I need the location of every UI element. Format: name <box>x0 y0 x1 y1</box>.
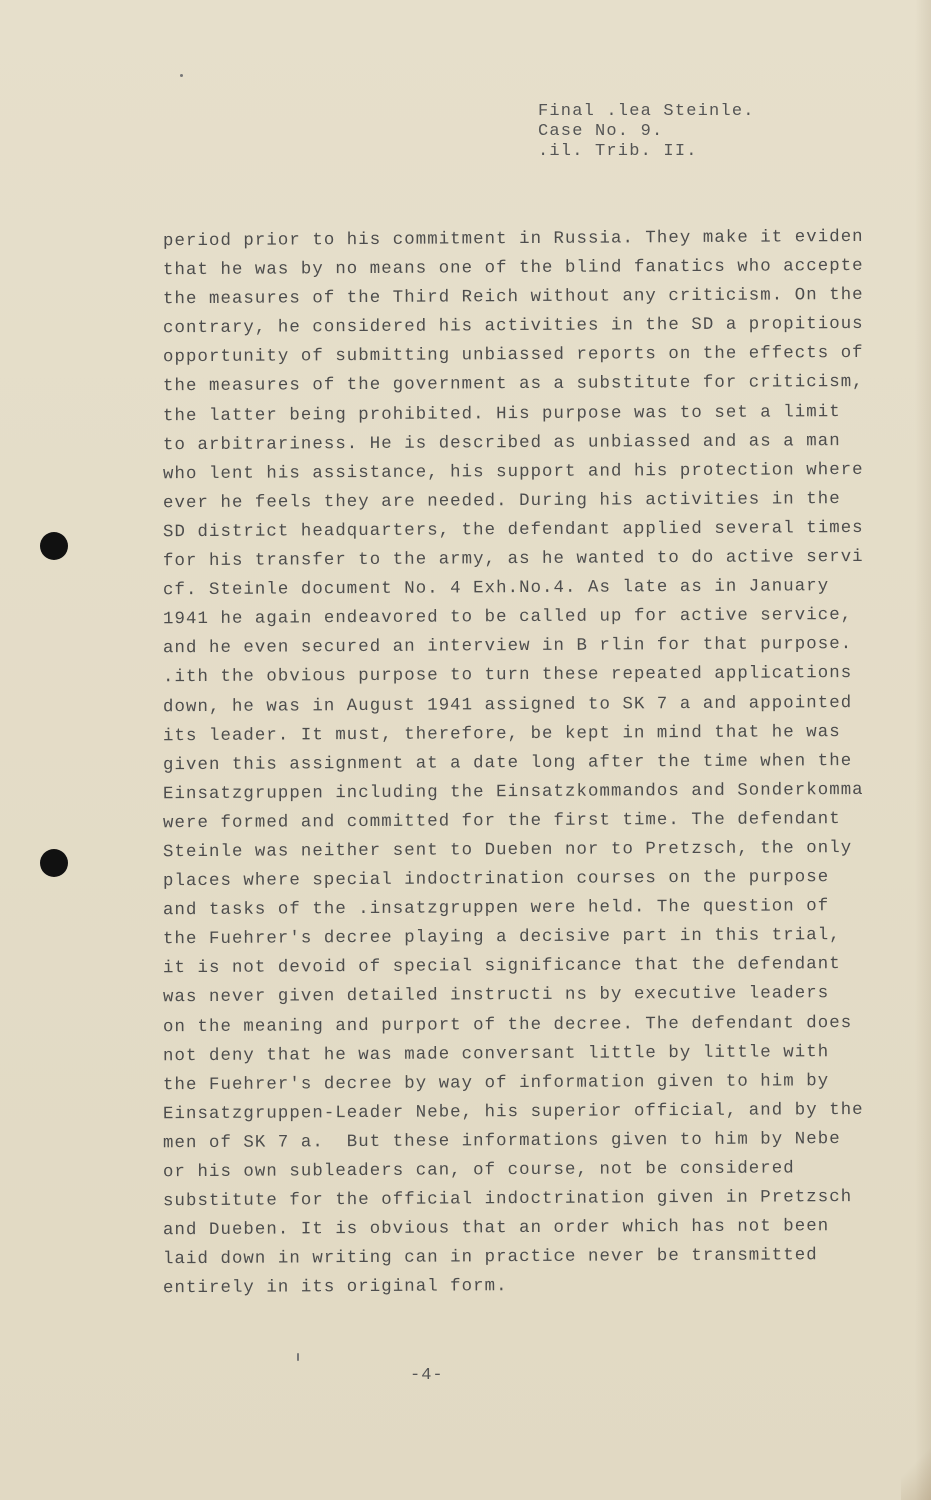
text-line: ever he feels they are needed. During his activities in the <box>162 489 841 514</box>
text-line: SD district headquarters, the defendant applied several times <box>162 518 864 543</box>
text-line: period prior to his commitment in Russia. They make it eviden <box>162 227 864 252</box>
text-line: the latter being prohibited. His purpose was to set a limit <box>162 402 841 426</box>
text-line: and Dueben. It is obvious that an order which has not been <box>162 1217 830 1241</box>
text-line: places where special indoctrination courses on the purpose <box>162 868 830 892</box>
paper-corner-wear <box>901 1440 931 1500</box>
ink-mark <box>297 1353 299 1361</box>
text-line: laid down in writing can in practice never be transmitted <box>162 1246 818 1270</box>
text-line: the Fuehrer's decree playing a decisive part in this trial, <box>162 926 841 950</box>
text-line: and tasks of the .insatzgruppen were held. The question of <box>162 897 830 921</box>
text-line: substitute for the official indoctrination given in Pretzsch <box>162 1188 853 1212</box>
text-line: men of SK 7 a. But these informations given to him by Nebe <box>162 1129 841 1154</box>
text-line: who lent his assistance, his support and his protection where <box>162 460 864 484</box>
text-line: Einsatzgruppen-Leader Nebe, his superior official, and by the <box>162 1100 864 1125</box>
text-line: or his own subleaders can, of course, not be considered <box>162 1159 795 1183</box>
header-line-case: Case No. 9. <box>538 122 664 141</box>
text-line: for his transfer to the army, as he wanted to do active servi <box>162 547 864 572</box>
text-line: cf. Steinle document No. 4 Exh.No.4. As late as in January <box>162 577 830 601</box>
text-line: not deny that he was made conversant little by little with <box>162 1042 830 1066</box>
text-line: opportunity of submitting unbiassed reports on the effects of <box>162 344 864 368</box>
text-line: and he even secured an interview in B rlin for that purpose. <box>162 635 853 659</box>
header-line-tribunal: .il. Trib. II. <box>538 142 698 161</box>
text-line: the Fuehrer's decree by way of information given to him by <box>162 1071 830 1095</box>
text-line: that he was by no means one of the blind fanatics who accepte <box>162 257 864 281</box>
ink-speck <box>180 74 183 77</box>
text-line: down, he was in August 1941 assigned to SK 7 a and appointed <box>162 693 853 717</box>
body-paragraph <box>163 225 893 1301</box>
case-header <box>538 102 755 162</box>
text-line: the measures of the government as a substitute for criticism, <box>162 373 864 397</box>
text-line: Steinle was neither sent to Dueben nor to Pretzsch, the only <box>162 838 853 863</box>
text-line: given this assignment at a date long after the time when the <box>162 751 853 775</box>
text-line: entirely in its original form. <box>162 1277 508 1299</box>
text-line: 1941 he again endeavored to be called up for active service, <box>162 606 853 630</box>
text-line: on the meaning and purport of the decree. The defendant does <box>162 1013 853 1037</box>
text-line: the measures of the Third Reich without any criticism. On the <box>162 286 864 310</box>
paper-edge-shadow <box>915 0 931 1500</box>
page-number: -4- <box>410 1366 444 1385</box>
header-line-plea: Final .lea Steinle. <box>538 102 755 121</box>
text-line: its leader. It must, therefore, be kept in mind that he was <box>162 722 841 746</box>
text-line: to arbitrariness. He is described as unbiassed and as a man <box>162 431 841 455</box>
text-line: were formed and committed for the first time. The defendant <box>162 809 841 834</box>
text-line: was never given detailed instructi ns by executive leaders <box>162 984 830 1008</box>
text-line: Einsatzgruppen including the Einsatzkommandos and Sonderkomma <box>162 780 864 805</box>
text-line: contrary, he considered his activities in the SD a propitious <box>162 315 864 339</box>
punch-hole-top <box>40 532 68 560</box>
text-line: .ith the obvious purpose to turn these repeated applications <box>162 664 853 688</box>
punch-hole-bottom <box>40 849 68 877</box>
text-line: it is not devoid of special significance that the defendant <box>162 955 841 979</box>
